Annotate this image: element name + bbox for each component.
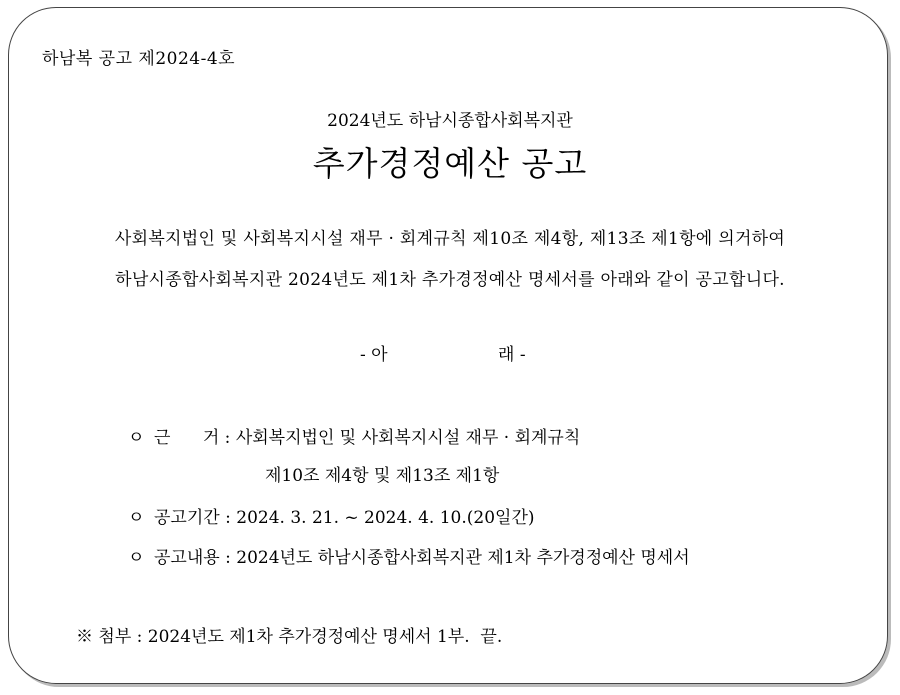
- item-label: 공고기간: [154, 508, 220, 528]
- notice-subtitle: 2024년도 하남시종합사회복지관: [327, 111, 573, 131]
- item-label: 공고내용: [154, 548, 220, 568]
- list-item-content: [128, 543, 690, 568]
- item-separator: :: [219, 428, 236, 448]
- item-value: 사회복지법인 및 사회복지시설 재무 · 회계규칙: [235, 428, 581, 448]
- bullet-icon: ㅇ: [128, 428, 145, 448]
- list-item-basis-continued: 제10조 제4항 및 제13조 제1항: [265, 466, 500, 486]
- item-separator: :: [219, 508, 237, 528]
- body-line-1: 사회복지법인 및 사회복지시설 재무 · 회계규칙 제10조 제4항, 제13조 제1항에 의거하여: [114, 229, 786, 249]
- attachment-note: ※ 첨부 : 2024년도 제1차 추가경정예산 명세서 1부. 끝.: [76, 627, 503, 647]
- list-item-period: [128, 503, 535, 528]
- section-heading-left: - 아: [360, 345, 388, 365]
- notice-title: 추가경정예산 공고: [312, 144, 588, 183]
- body-line-2: 하남시종합사회복지관 2024년도 제1차 추가경정예산 명세서를 아래와 같이 공고합니다.: [115, 270, 785, 290]
- list-item-basis: [128, 423, 580, 448]
- item-separator: :: [219, 548, 237, 568]
- bullet-icon: ㅇ: [128, 508, 145, 528]
- item-value: 2024. 3. 21. ~ 2024. 4. 10.(20일간): [236, 508, 535, 528]
- bullet-icon: ㅇ: [128, 548, 145, 568]
- item-label: 근 거: [154, 428, 220, 448]
- item-value: 2024년도 하남시종합사회복지관 제1차 추가경정예산 명세서: [236, 548, 690, 568]
- notice-number: 하남복 공고 제2024-4호: [42, 49, 236, 69]
- section-heading-right: 래 -: [498, 345, 526, 365]
